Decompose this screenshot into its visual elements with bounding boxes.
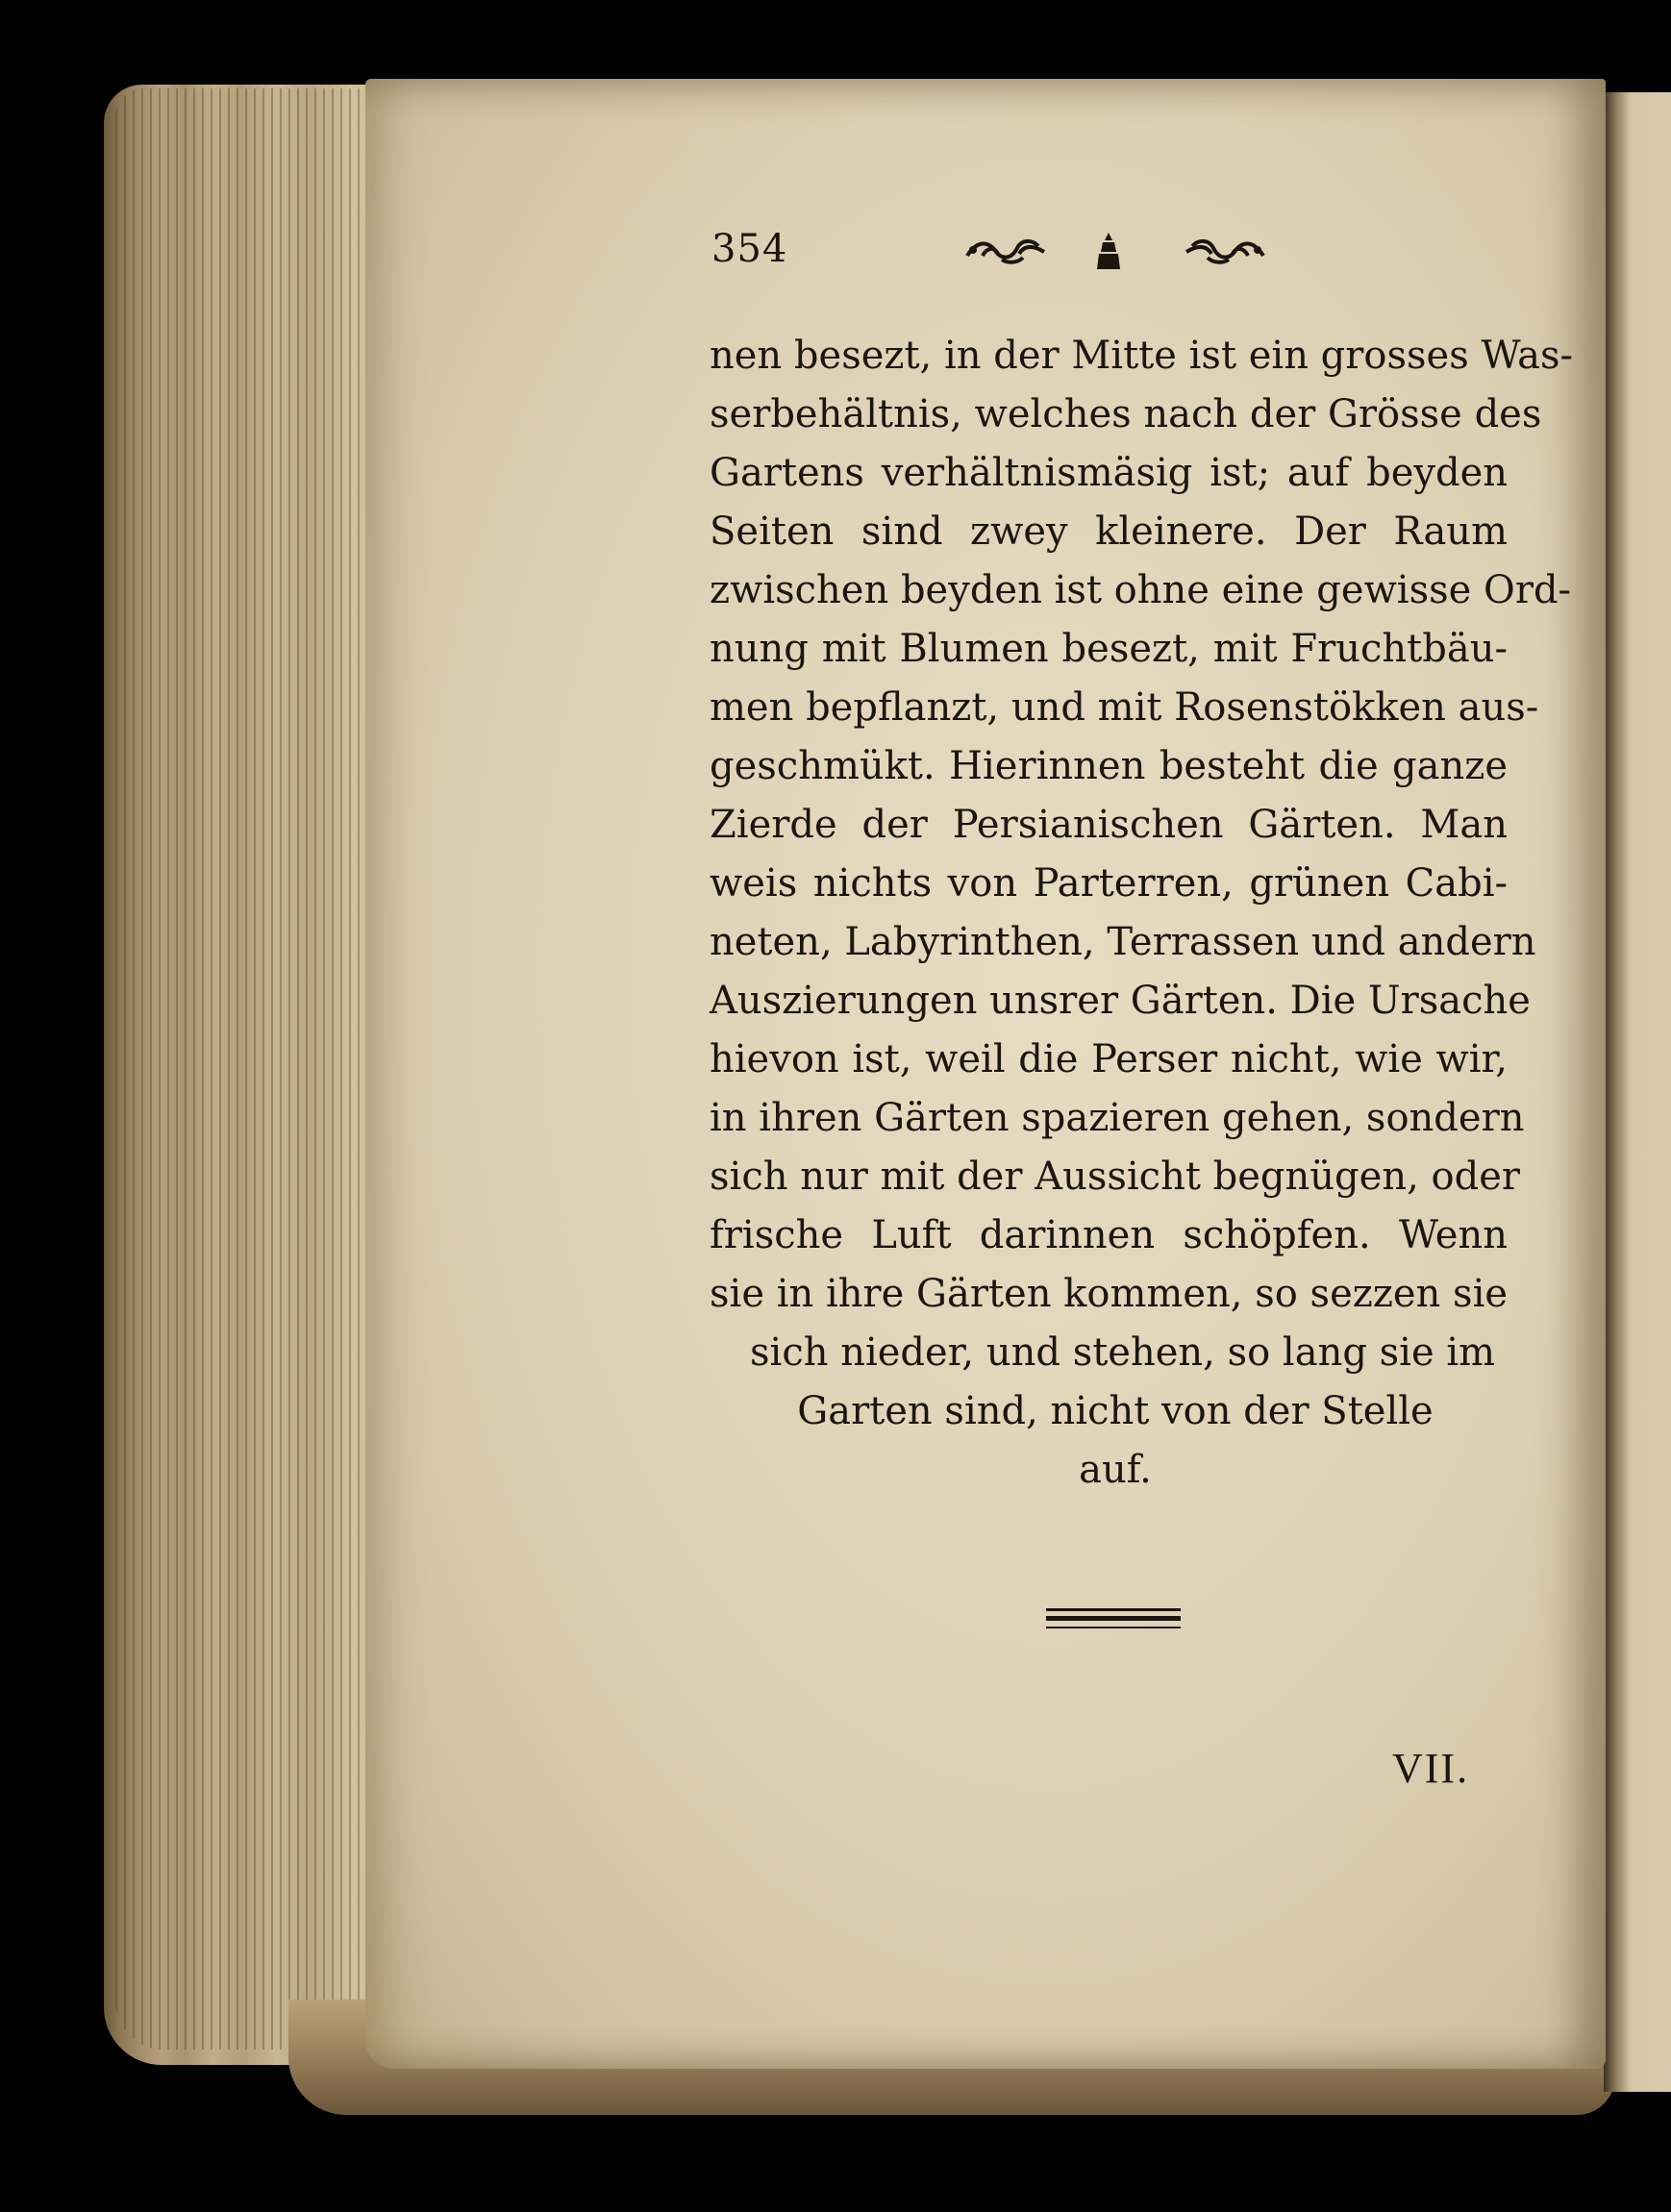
facing-page-sliver xyxy=(1604,92,1671,2092)
catchword: VII. xyxy=(1392,1745,1470,1792)
text-line: Zierde der Persianischen Gärten. Man xyxy=(710,803,1508,847)
center-ornament-icon xyxy=(1094,231,1123,273)
text-line: Garten sind, nicht von der Stelle xyxy=(797,1389,1434,1433)
text-line: nen besezt, in der Mitte ist ein grosses Was- xyxy=(710,334,1573,378)
text-line: sich nieder, und stehen, so lang sie im xyxy=(750,1330,1496,1375)
page-number: 354 xyxy=(711,227,788,271)
text-line: auf. xyxy=(1079,1448,1152,1492)
text-line: geschmükt. Hierinnen besteht die ganze xyxy=(710,744,1508,788)
text-line: men bepflanzt, und mit Rosenstökken aus- xyxy=(710,685,1539,730)
text-line: sie in ihre Gärten kommen, so sezzen sie xyxy=(710,1272,1509,1316)
text-line: Gartens verhältnismäsig ist; auf beyden xyxy=(710,451,1508,495)
text-line: nung mit Blumen besezt, mit Fruchtbäu- xyxy=(710,627,1508,671)
text-line: weis nichts von Parterren, grünen Cabi- xyxy=(710,861,1508,906)
end-rule-under xyxy=(1046,1627,1181,1628)
text-line: frische Luft darinnen schöpfen. Wenn xyxy=(710,1213,1508,1257)
text-line: hievon ist, weil die Perser nicht, wie wir, xyxy=(710,1037,1508,1081)
end-rule-bottom xyxy=(1046,1616,1181,1621)
left-flourish-icon xyxy=(963,231,1050,269)
text-line: serbehältnis, welches nach der Grösse des xyxy=(710,392,1542,436)
text-line: zwischen beyden ist ohne eine gewisse Ord- xyxy=(710,568,1572,612)
text-line: neten, Labyrinthen, Terrassen und andern xyxy=(710,920,1536,964)
page-edge-lines xyxy=(115,88,375,2050)
right-flourish-icon xyxy=(1171,231,1267,269)
text-line: sich nur mit der Aussicht begnügen, oder xyxy=(710,1155,1520,1199)
text-line: in ihren Gärten spazieren gehen, sondern xyxy=(710,1096,1525,1140)
text-line: Auszierungen unsrer Gärten. Die Ursache xyxy=(710,979,1531,1023)
page-header xyxy=(711,227,1308,285)
end-rule-top xyxy=(1046,1608,1181,1611)
text-line: Seiten sind zwey kleinere. Der Raum xyxy=(710,510,1508,554)
